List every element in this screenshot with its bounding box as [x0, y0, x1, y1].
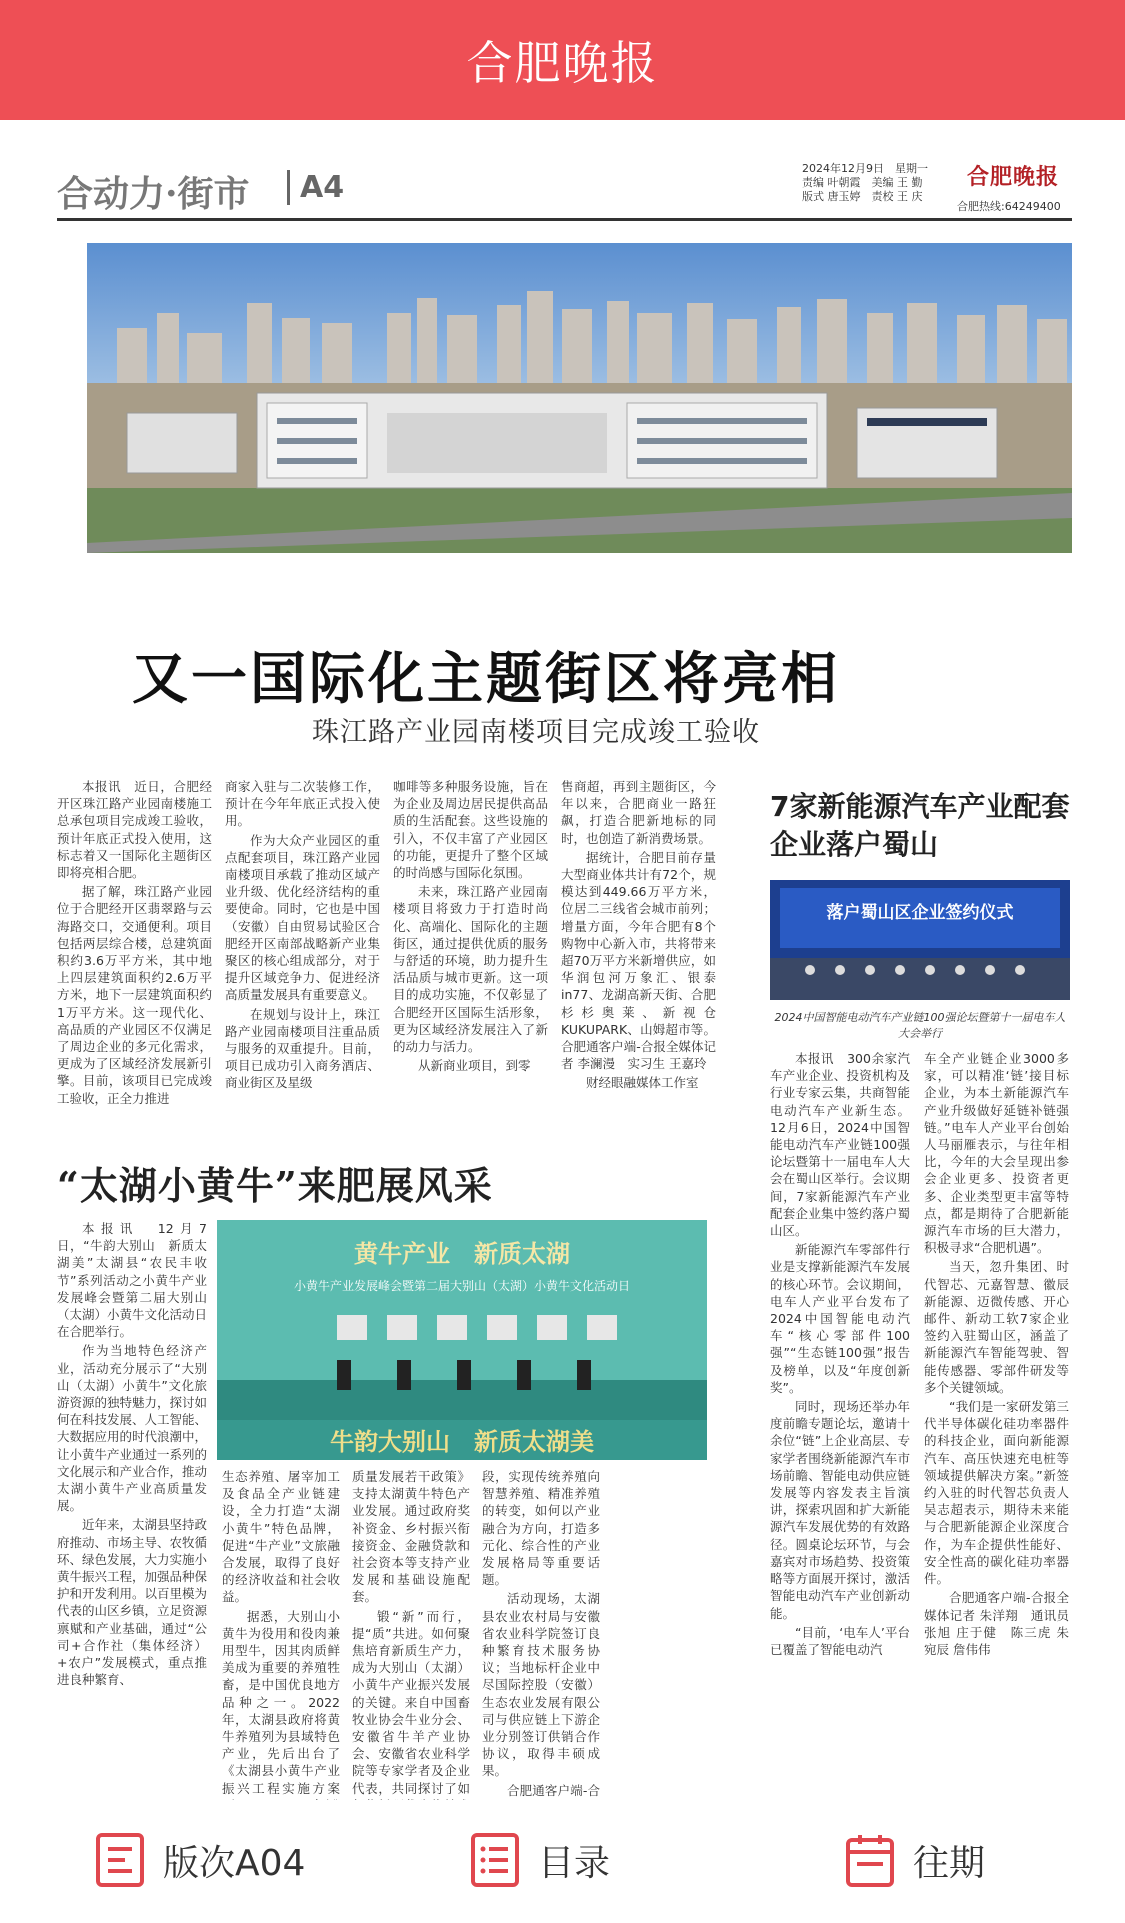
editor-line-2: 版式 唐玉婷 责校 王 庆 [802, 190, 923, 203]
paragraph: 作为当地特色经济产业，活动充分展示了“大别山（太湖）小黄牛”文化旅游资源的独特魅力，探讨如何在科技发展、人工智能、大数据应用的时代浪潮中，让小黄牛产业通过一系列的文化展示和产业合作，推动太湖小黄牛产业高质量发展。 [57, 1343, 208, 1514]
third-story-col-4 [482, 1468, 600, 1798]
editor-line-1: 责编 叶朝霞 美编 王 勤 [802, 176, 923, 189]
paragraph: 新能源汽车零部件行业是支撑新能源汽车发展的核心环节。会议期间，电车人产业平台发布了2024中国智能电动汽车“核心零部件100强”“生态链100强”报告及榜单，以及“年度创新奖”。 [770, 1242, 910, 1395]
calendar-icon [845, 1832, 895, 1888]
main-story-col-4 [561, 778, 716, 1091]
side-story-col-2 [924, 1050, 1069, 1700]
paragraph: 据统计，合肥目前存量大型商业体共计有72个，规模达到449.66万平方米，位居二三线省会城市前列；增量方面，今年合肥有8个购物中心新入市，共将带来超70万平方米新增供应，如华润包河万象汇、银泰in77、龙湖高新天街、合肥杉杉奥莱、新视仓KUKUPARK、山姆超市等。合肥通客户端-合报全媒体记者 李澜漫 实习生 王嘉玲 [561, 849, 716, 1072]
third-banner-title: 黄牛产业 新质太湖 [354, 1239, 570, 1268]
third-story-col-1 [57, 1220, 207, 1700]
side-photo-caption: 2024中国智能电动汽车产业链100强论坛暨第十一届电车人大会举行 [774, 1011, 1066, 1040]
main-story-col-1 [57, 778, 212, 1106]
paragraph: 在规划与设计上，珠江路产业园南楼项目注重品质与服务的双重提升。目前，项目已成功引入商务酒店、商业街区及星级 [225, 1006, 380, 1091]
app-title-bar [0, 0, 1125, 120]
third-photo [217, 1220, 707, 1460]
side-story-col-1 [770, 1050, 910, 1700]
paragraph: “目前，‘电车人’平台已覆盖了智能电动汽 [770, 1624, 910, 1657]
paragraph: 本报讯 近日，合肥经开区珠江路产业园南楼施工总承包项目完成竣工验收，预计年底正式投入使用，这标志着又一国际化主题街区即将亮相合肥。 [57, 779, 212, 881]
page-header [57, 158, 1072, 221]
third-story-col-2 [222, 1468, 340, 1796]
main-story-col-2 [225, 778, 380, 1091]
paragraph: “我们是一家研发第三代半导体碳化硅功率器件的科技企业，面向新能源汽车、高压快速充电桩等领域提供解决方案。”新签约入驻的时代智芯负责人吴志超表示，期待未来能与合肥新能源企业深度合作，为车企提供性能好、安全性高的碳化硅功率器件。 [924, 1399, 1069, 1587]
page-number: A4 [287, 170, 344, 205]
paragraph: 咖啡等多种服务设施，旨在为企业及周边居民提供高品质的生活配套。这些设施的引入，不仅丰富了产业园区的功能，更提升了整个区域的时尚感与国际化氛围。 [393, 779, 548, 881]
side-headline: 7家新能源汽车产业配套企业落户蜀山 [770, 790, 1070, 861]
paragraph: 本报讯 12月7日，“牛韵大别山 新质太湖美”太湖县“农民丰收节”系列活动之小黄牛产业发展峰会暨第二届大别山（太湖）小黄牛文化活动日在合肥举行。 [57, 1221, 208, 1340]
third-banner-sub: 小黄牛产业发展峰会暨第二届大别山（太湖）小黄牛文化活动日 [293, 1279, 631, 1293]
page-icon [95, 1832, 145, 1888]
paragraph: 据了解，珠江路产业园位于合肥经开区翡翠路与云海路交口，交通便利。项目包括两层综合楼，总建筑面积约3.6万平方米，其中地上四层建筑面积约2.6万平方米，地下一层建筑面积约1万平方米。这一现代化、高品质的产业园区不仅满足了周边企业的多元化需求，更成为了区域经济发展新引擎。目前，该项目已完成竣工验收，正全力推进 [57, 884, 212, 1106]
side-photo [770, 880, 1070, 1000]
paragraph: 近年来，太湖县坚持政府推动、市场主导、农牧循环、绿色发展，大力实施小黄牛振兴工程，加强品种保护和开发利用。以百里模为代表的山区乡镇，立足资源禀赋和产业基础，通过“公司+合作社（集体经济）+农户”发展模式，重点推进良种繁育、 [57, 1517, 208, 1688]
paragraph: 活动现场，太湖县农业农村局与安徽省农业科学院签订良种繁育技术服务协议；当地标杆企业中尽国际控股（安徽）生态农业发展有限公司与供应链上下游企业分别签订供销合作协议，取得丰硕成果。 [482, 1591, 600, 1779]
paragraph: 从新商业项目，到零 [418, 1058, 531, 1074]
tab-contents[interactable] [470, 1830, 610, 1890]
paragraph: 当天，忽升集团、时代智芯、元嘉智慧、徽辰新能源、迈微传感、开心邮件、新动工软7家企业签约入驻蜀山区，涵盖了新能源汽车智能驾驶、智能传感器、零部件研发等多个关键领域。 [924, 1259, 1069, 1395]
paragraph: 售商超，再到主题街区，今年以来，合肥商业一路狂飙，打造合肥新地标的同时，也创造了新消费场景。 [561, 779, 716, 846]
paragraph: 质量发展若干政策》支持太湖黄牛特色产业发展。通过政府奖补资金、乡村振兴衔接资金、金融贷款和社会资本等支持产业发展和基础设施配套。 [352, 1469, 470, 1605]
third-story-col-3 [352, 1468, 470, 1796]
paragraph: 车全产业链企业3000多家，可以精准‘链’接目标企业，为本土新能源汽车产业升级做好延链补链强链。”电车人产业平台创始人马丽雁表示，与往年相比，今年的大会呈现出参会企业更多、投资者更多、企业类型更丰富等特点，都是期待了合肥新能源汽车市场的巨大潜力，积极寻求“合肥机遇”。 [924, 1051, 1069, 1256]
side-photo-banner: 落户蜀山区企业签约仪式 [826, 903, 1014, 923]
tab-archive-label: 往期 [913, 1842, 986, 1884]
date-line: 2024年12月9日 星期一 [802, 162, 928, 175]
bottom-tab-bar [0, 1800, 1125, 1923]
paragraph: 本报讯 300余家汽车产业企业、投资机构及行业专家云集，共商智能电动汽车产业新生态。12月6日，2024中国智能电动汽车产业链100强论坛暨第十一届电车人大会在蜀山区举行。会议期间，7家新能源汽车产业配套企业集中签约落户蜀山区。 [770, 1051, 910, 1239]
paragraph: 合肥通客户端-合 [507, 1782, 600, 1798]
masthead-logo: 合肥晚报 [967, 164, 1060, 190]
third-banner-bottom: 牛韵大别山 新质太湖美 [330, 1427, 594, 1456]
paragraph: 同时，现场还举办年度前瞻专题论坛，邀请十余位“链”上企业高层、专家学者围绕新能源汽车市场前瞻、智能电动供应链发展等内容发表主旨演讲，探索巩固和扩大新能源汽车发展优势的有效路径。圆桌论坛环节，与会嘉宾对市场趋势、投资策略等方面展开探讨，激活智能电动汽车产业创新动能。 [770, 1399, 910, 1621]
paragraph: 段，实现传统养殖向智慧养殖、精准养殖的转变，如何以产业融合为方向，打造多元化、综合性的产业发展格局等重要话题。 [482, 1469, 600, 1588]
hotline: 合肥热线:64249400 [957, 200, 1061, 213]
list-icon [470, 1832, 520, 1888]
paragraph: 锻“新”而行，提“质”共进。如何聚焦培育新质生产力，成为大别山（太湖）小黄牛产业振兴发展的关键。来自中国畜牧业协会牛业分会、安徽省牛羊产业协会、安徽省农业科学院等专家学者及企业代表，共同探讨了如 [352, 1608, 470, 1796]
third-headline: “太湖小黄牛”来肥展风采 [57, 1163, 493, 1208]
paragraph: 商家入驻与二次装修工作，预计在今年年底正式投入使用。 [225, 779, 380, 829]
section-name: 合动力·街市 [57, 173, 250, 215]
app-title: 合肥晚报 [466, 36, 659, 90]
tab-page-number-label: 版次A04 [163, 1842, 306, 1884]
paragraph: 合肥通客户端-合报全媒体记者 朱洋翔 通讯员 张旭 庄于健 陈三虎 朱宛辰 詹伟伟 [924, 1590, 1069, 1657]
main-story-col-3 [393, 778, 548, 1088]
main-photo [87, 243, 1072, 553]
main-subhead: 珠江路产业园南楼项目完成竣工验收 [312, 717, 760, 748]
newspaper-page[interactable] [52, 150, 1072, 1798]
paragraph: 据悉，大别山小黄牛为役用和役肉兼用型牛，因其肉质鲜美成为重要的养殖牲畜，是中国优良地方品种之一。2022年，太湖县政府将黄牛养殖列为县域特色产业，先后出台了《太湖县小黄牛产业振兴工程实施方案 [222, 1608, 340, 1796]
paragraph: 未来，珠江路产业园南楼项目将致力于打造时尚化、高端化、国际化的主题街区，通过提供优质的服务与舒适的环境，助力提升生活品质与城市更新。这一项目的成功实施，不仅彰显了合肥经开区国际生活形象，更为区域经济发展注入了新的动力与活力。 [393, 884, 548, 1055]
paragraph: 作为大众产业园区的重点配套项目，珠江路产业园南楼项目承载了推动区域产业升级、优化经济结构的重要使命。同时，它也是中国（安徽）自由贸易试验区合肥经开区南部战略新产业集聚区的核心组成部分，对于提升区域竞争力、促进经济高质量发展具有重要意义。 [225, 832, 380, 1003]
tab-page-number[interactable] [95, 1830, 305, 1890]
tab-archive[interactable] [845, 1830, 985, 1890]
tab-contents-label: 目录 [538, 1842, 611, 1884]
paragraph: 财经眼融媒体工作室 [586, 1075, 699, 1091]
paragraph: 生态养殖、屠宰加工及食品全产业链建设，全力打造“太湖小黄牛”特色品牌，促进“牛产业”文旅融合发展，取得了良好的经济收益和社会收益。 [222, 1469, 340, 1605]
main-headline: 又一国际化主题街区将亮相 [132, 646, 840, 712]
page-meta [802, 162, 928, 204]
